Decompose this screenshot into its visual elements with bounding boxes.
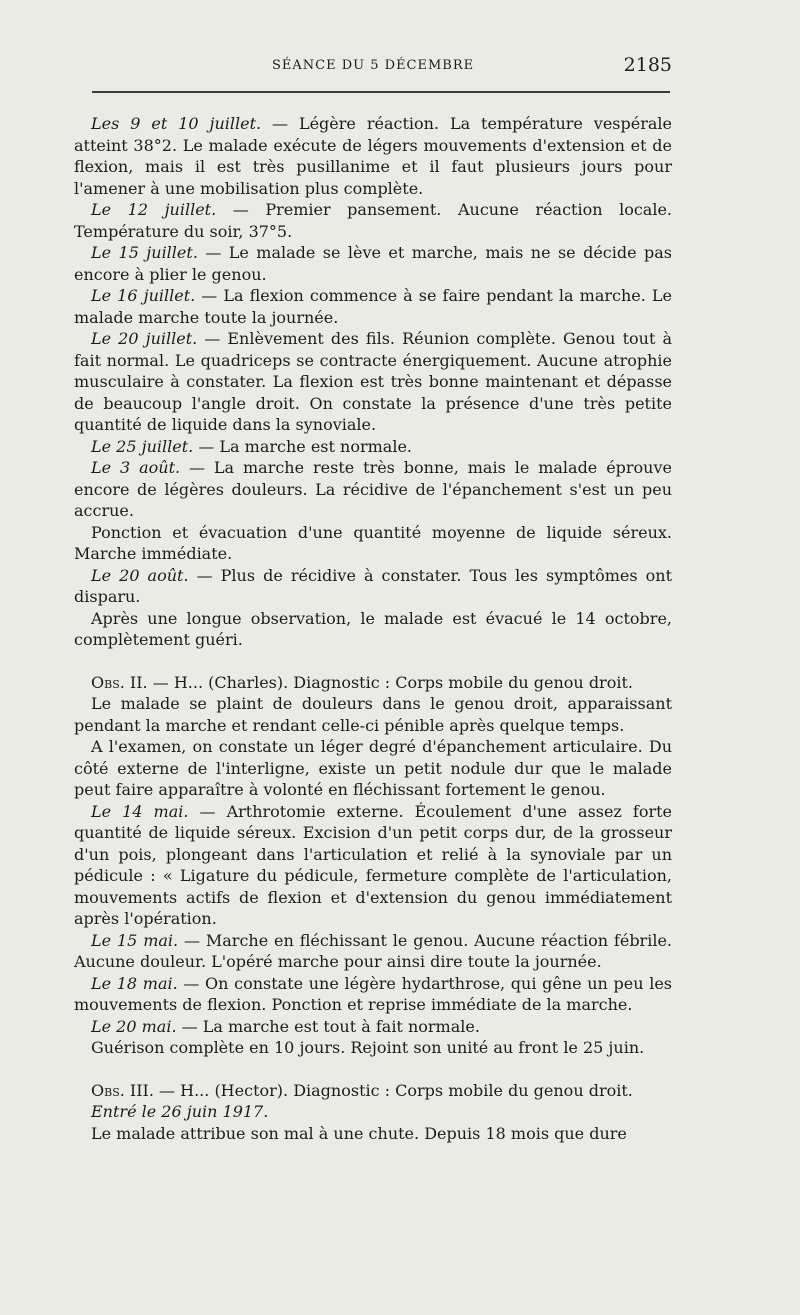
paragraph [74, 328, 672, 436]
entry-date: Entré le 26 juin 1917. [91, 1102, 269, 1121]
entry-date: Les 9 et 10 juillet. [91, 114, 262, 133]
entry-date: Le 20 mai. [91, 1016, 177, 1036]
paragraph-text: Ponction et évacuation d'une quantité moyenne de liquide séreux. Marche immédiate. [74, 522, 672, 563]
entry-date: Le 15 mai. [91, 930, 179, 950]
paragraph-text: — Plus de récidive à constater. Tous les symptômes ont disparu. [74, 565, 672, 606]
entry-date: Le 14 mai. [91, 801, 189, 821]
paragraph [74, 1037, 672, 1059]
paragraph-text: — Enlèvement des fils. Réunion complète. Genou tout à fait normal. Le quadriceps se contracte énergiquement. Aucune atrophie musculaire à constater. La flexion est très bonne maintenant et dépasse de beaucoup l'angle droit. On constate la présence d'une très petite quantité de liquide dans la synoviale. [74, 329, 672, 434]
entry-date: Le 16 juillet. [91, 286, 196, 305]
running-title: SÉANCE DU 5 DÉCEMBRE [272, 58, 475, 73]
observation-label: Obs. III. [91, 1080, 154, 1100]
paragraph [74, 242, 672, 285]
paragraph-text: — La marche est normale. [193, 436, 412, 456]
paragraph-text: — Légère réaction. La température vespérale atteint 38°2. Le malade exécute de légers mouvements d'extension et de flexion, mais il est très pusillanime et il faut plusieurs jours pour l'amener à une mobilisation plus complète. [74, 114, 673, 198]
paragraph [74, 457, 672, 522]
paragraph [74, 608, 672, 651]
paragraph-text: A l'examen, on constate un léger degré d'épanchement articulaire. Du côté externe de l'interligne, existe un petit nodule dur que le malade peut faire apparaître à volonté en fléchissant fortement le genou. [74, 737, 672, 799]
paragraph [74, 736, 672, 801]
entry-date: Le 20 juillet. [91, 329, 198, 348]
paragraph-text: — H... (Hector). Diagnostic : Corps mobile du genou droit. [153, 1080, 633, 1100]
paragraph [74, 672, 672, 694]
paragraph [74, 693, 672, 736]
paragraph [74, 565, 672, 608]
paragraph-text: — Marche en fléchissant le genou. Aucune réaction fébrile. Aucune douleur. L'opéré marche pour ainsi dire toute la journée. [74, 930, 672, 971]
entry-date: Le 15 juillet. [91, 243, 198, 262]
paragraph-text: Après une longue observation, le malade est évacué le 14 octobre, complètement guéri. [74, 608, 672, 649]
paragraph [74, 801, 672, 930]
paragraph-text: — H... (Charles). Diagnostic : Corps mobile du genou droit. [147, 672, 633, 692]
entry-date: Le 18 mai. [91, 973, 178, 993]
paragraph-text: — La marche reste très bonne, mais le malade éprouve encore de légères douleurs. La récidive de l'épanchement s'est un peu accrue. [74, 458, 672, 520]
paragraph [74, 199, 672, 242]
paragraph [74, 1080, 672, 1102]
paragraph-text: Le malade se plaint de douleurs dans le genou droit, apparaissant pendant la marche et rendant celle-ci pénible après quelque temps. [74, 694, 672, 735]
page-header [72, 52, 672, 80]
paragraph [74, 285, 672, 328]
entry-date: Le 20 août. [91, 565, 189, 585]
entry-date: Le 12 juillet. [91, 200, 217, 219]
paragraph [74, 1016, 672, 1038]
paragraph-text: — La marche est tout à fait normale. [176, 1016, 480, 1036]
paragraph [74, 113, 672, 199]
observation-label: Obs. II. [91, 672, 148, 692]
header-rule [92, 91, 670, 93]
paragraph-text: Le malade attribue son mal à une chute. Depuis 18 mois que dure [91, 1123, 627, 1143]
paragraph [74, 1101, 672, 1123]
paragraph [74, 930, 672, 973]
page-number: 2185 [623, 54, 672, 76]
paragraph-text: — Premier pansement. Aucune réaction locale. Température du soir, 37°5. [74, 200, 672, 241]
paragraph-text: Guérison complète en 10 jours. Rejoint son unité au front le 25 juin. [91, 1038, 645, 1057]
entry-date: Le 3 août. [91, 458, 181, 477]
paragraph [74, 436, 672, 458]
paragraph-text: — La flexion commence à se faire pendant la marche. Le malade marche toute la journée. [74, 286, 672, 327]
entry-date: Le 25 juillet. [91, 436, 194, 456]
paragraph [74, 973, 672, 1016]
body-text [74, 113, 672, 1144]
paragraph-text: — Arthrotomie externe. Écoulement d'une assez forte quantité de liquide séreux. Excision d'un petit corps dur, de la grosseur d'un pois, plongeant dans l'articulation et relié à la synoviale par un pédicule : « Ligature du pédicule, fermeture complète de l'articulation, mouvements actifs de flexion et d'extension du genou immédiatement après l'opération. [74, 801, 672, 928]
paragraph-text: — Le malade se lève et marche, mais ne se décide pas encore à plier le genou. [74, 243, 672, 284]
paragraph [74, 1123, 672, 1145]
paragraph-text: — On constate une légère hydarthrose, qui gêne un peu les mouvements de flexion. Ponction et reprise immédiate de la marche. [74, 973, 672, 1014]
paragraph [74, 522, 672, 565]
